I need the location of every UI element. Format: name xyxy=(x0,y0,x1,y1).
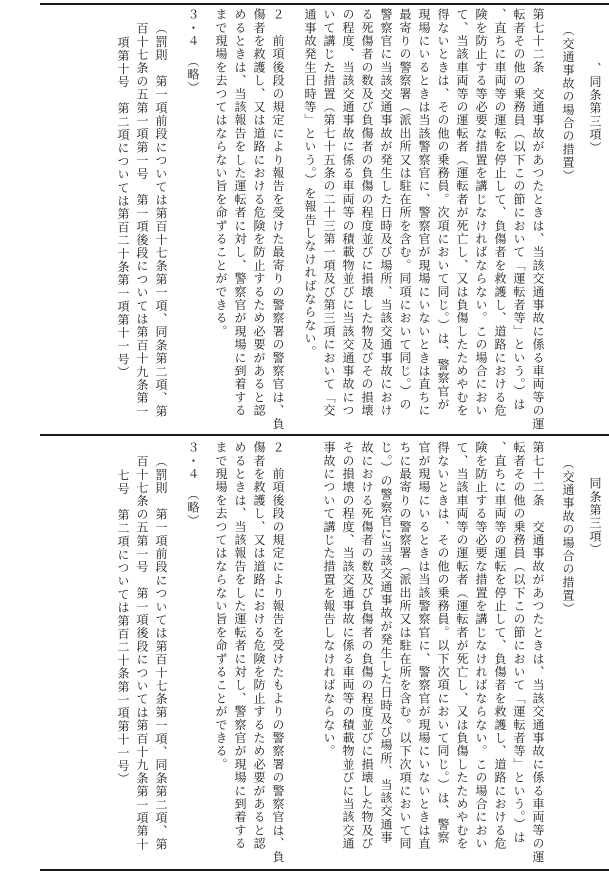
text-column: て、当該車両等の運転者（運転者が死亡し、又は負傷したためやむを xyxy=(455,8,469,418)
text-column: ２ 前項後段の規定により報告を受けた最寄りの警察署の警察官は、負 xyxy=(271,8,285,431)
bottom-rule xyxy=(40,869,609,871)
text-column: 警察官に当該交通事故が発生した日時及び場所、当該交通事故におけ xyxy=(379,8,393,418)
text-column: 、同条第三項） xyxy=(588,62,602,155)
text-column: まで現場を去つてはならない旨を命ずることができる。 xyxy=(214,8,228,338)
section-heading: （交通事故の場合の措置） xyxy=(561,24,575,183)
top-panel xyxy=(40,8,609,431)
text-column: 同条第三項） xyxy=(588,477,602,557)
text-column: 転者その他の乗務員（以下この節において「運転者等」という。）は xyxy=(512,441,526,845)
text-column: その損壊の程度、当該交通事故に係る車両等の積載物並びに当該交通 xyxy=(341,441,355,851)
text-column: （罰則 第一項前段については第百十七条第一項、同条第二項、第 xyxy=(154,22,168,418)
text-column: 現場にいるときは当該警察官に、警察官が現場にいないときは直ちに xyxy=(417,8,431,418)
text-column: 百十七条の五第一号 第一項後段については第百十九条第一項第十 xyxy=(135,455,149,851)
text-column: まで現場を去つてはならない旨を命ずることができる。 xyxy=(214,441,228,771)
text-column: 七号 第二項については第百二十条第一項第十一号） xyxy=(116,469,130,786)
text-column: 事故について講じた措置を報告しなければならない。 xyxy=(322,441,336,758)
text-column: 項第十号 第二項については第百二十条第一項第十一号） xyxy=(116,36,130,380)
text-column: 険を防止する等必要な措置を講じなければならない。この場合におい xyxy=(474,441,488,851)
text-column: ３・４ （略） xyxy=(186,8,200,95)
bottom-panel xyxy=(40,441,609,864)
text-column: めるときは、当該報告をした運転者に対し、警察官が現場に到着する xyxy=(233,441,247,851)
text-column: 第七十二条 交通事故があつたときは、当該交通事故に係る車両等の運 xyxy=(531,441,545,864)
text-column: 故における死傷者の数及び負傷者の負傷の程度並びに損壊した物及び xyxy=(360,441,374,851)
top-rule xyxy=(40,3,609,5)
text-column: て、当該車両等の運転者（運転者が死亡し、又は負傷したためやむを xyxy=(455,441,469,851)
text-column: いて講じた措置（第七十五条の二十三第一項及び第三項において「交 xyxy=(322,8,336,418)
text-column: ３・４ （略） xyxy=(186,441,200,528)
text-column: めるときは、当該報告をした運転者に対し、警察官が現場に到着する xyxy=(233,8,247,418)
text-column: 第七十二条 交通事故があつたときは、当該交通事故に係る車両等の運 xyxy=(531,8,545,431)
text-column: （罰則 第一項前段については第百十七条第一項、同条第二項、第 xyxy=(154,455,168,851)
text-column: ちに最寄りの警察署（派出所又は駐在所を含む。以下次項において同 xyxy=(398,441,412,851)
text-column: る死傷者の数及び負傷者の負傷の程度並びに損壊した物及びその損壊 xyxy=(360,8,374,418)
text-column: 通事故発生日時等」という。）を報告しなければならない。 xyxy=(303,8,317,359)
text-column: 、直ちに車両等の運転を停止して、負傷者を救護し、道路における危 xyxy=(493,8,507,418)
text-column: じ。）の警察官に当該交通事故が発生した日時及び場所、当該交通事 xyxy=(379,441,393,845)
text-column: 険を防止する等必要な措置を講じなければならない。この場合におい xyxy=(474,8,488,418)
middle-rule xyxy=(40,434,609,436)
text-column: 得ないときは、その他の乗務員。以下次項において同じ。）は、警察 xyxy=(436,441,450,845)
text-column: 傷者を救護し、又は道路における危険を防止するため必要があると認 xyxy=(252,8,266,418)
text-column: 、直ちに車両等の運転を停止して、負傷者を救護し、道路における危 xyxy=(493,441,507,851)
text-column: 傷者を救護し、又は道路における危険を防止するため必要があると認 xyxy=(252,441,266,851)
text-column: 得ないときは、その他の乗務員。次項において同じ。）は、警察官が xyxy=(436,8,450,412)
text-column: 転者その他の乗務員（以下この節において「運転者等」という。）は xyxy=(512,8,526,412)
text-column: の程度、当該交通事故に係る車両等の積載物並びに当該交通事故につ xyxy=(341,8,355,418)
text-column: 百十七条の五第一項第一号 第一項後段については第百十九条第一 xyxy=(135,22,149,418)
section-heading: （交通事故の場合の措置） xyxy=(561,457,575,616)
text-column: 最寄りの警察署（派出所又は駐在所を含む。同項において同じ。）の xyxy=(398,8,412,412)
text-column: 官が現場にいるときは当該警察官に、警察官が現場にいないときは直 xyxy=(417,441,431,851)
text-column: ２ 前項後段の規定により報告を受けたもよりの警察署の警察官は、負 xyxy=(271,441,285,864)
